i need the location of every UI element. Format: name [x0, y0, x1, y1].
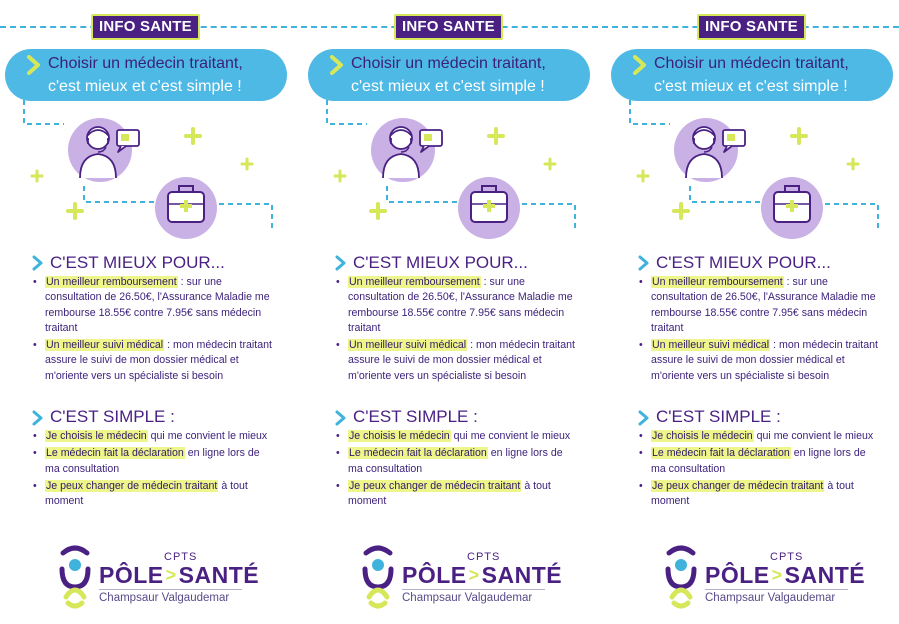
logo-divider: [99, 589, 242, 590]
medical-bag-icon: [761, 177, 823, 239]
item-text: en ligne lors de ma consultation: [45, 447, 260, 475]
item-text: en ligne lors de ma consultation: [651, 447, 866, 475]
list-item: [638, 446, 883, 477]
highlight-text: Je choisis le médecin: [652, 430, 753, 442]
logo-wordmark: PÔLE >SANTÉ: [99, 562, 260, 588]
headline-line-1: Choisir un médecin traitant,: [654, 55, 849, 72]
medical-bag-icon: [458, 177, 520, 239]
section-title-mieux: C'EST MIEUX POUR...: [50, 253, 225, 272]
list-item: [638, 479, 883, 510]
chevron-right-icon: [632, 55, 648, 75]
highlight-text: Un meilleur remboursement: [46, 276, 177, 288]
item-text: qui me convient le mieux: [753, 430, 874, 442]
headline-line-2: c'est mieux et c'est simple !: [48, 78, 242, 95]
chevron-right-icon: [26, 55, 42, 75]
arrow-icon: >: [165, 565, 177, 585]
list-item: [335, 338, 580, 384]
logo-subtitle: Champsaur Valgaudemar: [705, 592, 836, 604]
highlight-text: Je peux changer de médecin traitant: [349, 479, 521, 492]
doctor-avatar-icon: [371, 118, 435, 182]
illustration: [303, 100, 603, 240]
list-item: [335, 429, 580, 444]
highlight-text: Le médecin fait la déclaration: [349, 447, 487, 460]
list-item: [32, 429, 277, 444]
section-title-simple: C'EST SIMPLE :: [353, 407, 478, 426]
list-item: [335, 446, 580, 477]
mieux-list: [32, 275, 277, 386]
plus-icon: [68, 204, 82, 218]
chevron-right-icon: [329, 55, 345, 75]
info-sante-tag: INFO SANTE: [394, 14, 503, 40]
headline-line-1: Choisir un médecin traitant,: [48, 55, 243, 72]
highlight-text: Le médecin fait la déclaration: [46, 447, 184, 460]
info-sante-tag: INFO SANTE: [697, 14, 806, 40]
list-item: [32, 479, 277, 510]
item-text: : mon médecin traitant assure le suivi de mon dossier médical et m'oriente vers un spécialiste si besoin: [45, 339, 272, 382]
headline-line-1: Choisir un médecin traitant,: [351, 55, 546, 72]
flyer-panel: [606, 0, 899, 624]
list-item: [638, 429, 883, 444]
plus-icon: [674, 204, 688, 218]
arrow-icon: >: [468, 565, 480, 585]
highlight-text: Un meilleur remboursement: [349, 276, 480, 288]
item-text: à tout moment: [45, 479, 248, 508]
plus-icon: [489, 129, 503, 143]
logo-subtitle: Champsaur Valgaudemar: [99, 592, 230, 604]
logo-wordmark: PÔLE >SANTÉ: [705, 562, 866, 588]
section-title-simple: C'EST SIMPLE :: [656, 407, 781, 426]
item-text: à tout moment: [348, 479, 551, 508]
list-item: [32, 275, 277, 336]
logo-subtitle: Champsaur Valgaudemar: [402, 592, 533, 604]
logo-divider: [705, 589, 848, 590]
highlight-text: Le médecin fait la déclaration: [652, 447, 790, 460]
doctor-avatar-icon: [68, 118, 132, 182]
logo-cpts: CPTS: [467, 551, 501, 563]
simple-list: [638, 429, 883, 511]
item-text: : sur une consultation de 26.50€, l'Assurance Maladie me rembourse 18.55€ contre 7.95€ sans médecin traitant: [45, 276, 270, 334]
highlight-text: Un meilleur remboursement: [652, 276, 783, 288]
section-title-mieux: C'EST MIEUX POUR...: [656, 253, 831, 272]
flyer-panel: [0, 0, 300, 624]
mieux-list: [335, 275, 580, 386]
medical-bag-icon: [155, 177, 217, 239]
item-text: à tout moment: [651, 479, 854, 508]
highlight-text: Je peux changer de médecin traitant: [652, 479, 824, 492]
list-item: [638, 275, 883, 336]
plus-icon: [545, 159, 555, 169]
highlight-text: Un meilleur suivi médical: [46, 339, 164, 352]
plus-icon: [792, 129, 806, 143]
highlight-text: Un meilleur suivi médical: [349, 339, 467, 352]
illustration: [606, 100, 899, 240]
list-item: [335, 479, 580, 510]
illustration: [0, 100, 300, 240]
doctor-avatar-icon: [674, 118, 738, 182]
section-title-mieux: C'EST MIEUX POUR...: [353, 253, 528, 272]
item-text: : sur une consultation de 26.50€, l'Assurance Maladie me rembourse 18.55€ contre 7.95€ sans médecin traitant: [651, 276, 876, 334]
simple-list: [335, 429, 580, 511]
simple-list: [32, 429, 277, 511]
logo-cpts: CPTS: [164, 551, 198, 563]
item-text: en ligne lors de ma consultation: [348, 447, 563, 475]
highlight-text: Je choisis le médecin: [46, 430, 147, 442]
list-item: [32, 446, 277, 477]
logo-cpts: CPTS: [770, 551, 804, 563]
item-text: qui me convient le mieux: [450, 430, 571, 442]
flyer-panel: [303, 0, 603, 624]
list-item: [638, 338, 883, 384]
plus-icon: [371, 204, 385, 218]
headline-line-2: c'est mieux et c'est simple !: [351, 78, 545, 95]
plus-icon: [848, 159, 858, 169]
mieux-list: [638, 275, 883, 386]
arrow-icon: >: [771, 565, 783, 585]
headline-line-2: c'est mieux et c'est simple !: [654, 78, 848, 95]
item-text: qui me convient le mieux: [147, 430, 268, 442]
plus-icon: [186, 129, 200, 143]
section-title-simple: C'EST SIMPLE :: [50, 407, 175, 426]
highlight-text: Je choisis le médecin: [349, 430, 450, 442]
plus-icon: [335, 171, 345, 181]
plus-icon: [242, 159, 252, 169]
info-sante-tag: INFO SANTE: [91, 14, 200, 40]
plus-icon: [638, 171, 648, 181]
list-item: [32, 338, 277, 384]
list-item: [335, 275, 580, 336]
item-text: : mon médecin traitant assure le suivi de mon dossier médical et m'oriente vers un spécialiste si besoin: [651, 339, 878, 382]
plus-icon: [32, 171, 42, 181]
highlight-text: Un meilleur suivi médical: [652, 339, 770, 352]
logo-divider: [402, 589, 545, 590]
highlight-text: Je peux changer de médecin traitant: [46, 479, 218, 492]
item-text: : mon médecin traitant assure le suivi de mon dossier médical et m'oriente vers un spécialiste si besoin: [348, 339, 575, 382]
item-text: : sur une consultation de 26.50€, l'Assurance Maladie me rembourse 18.55€ contre 7.95€ sans médecin traitant: [348, 276, 573, 334]
logo-wordmark: PÔLE >SANTÉ: [402, 562, 563, 588]
